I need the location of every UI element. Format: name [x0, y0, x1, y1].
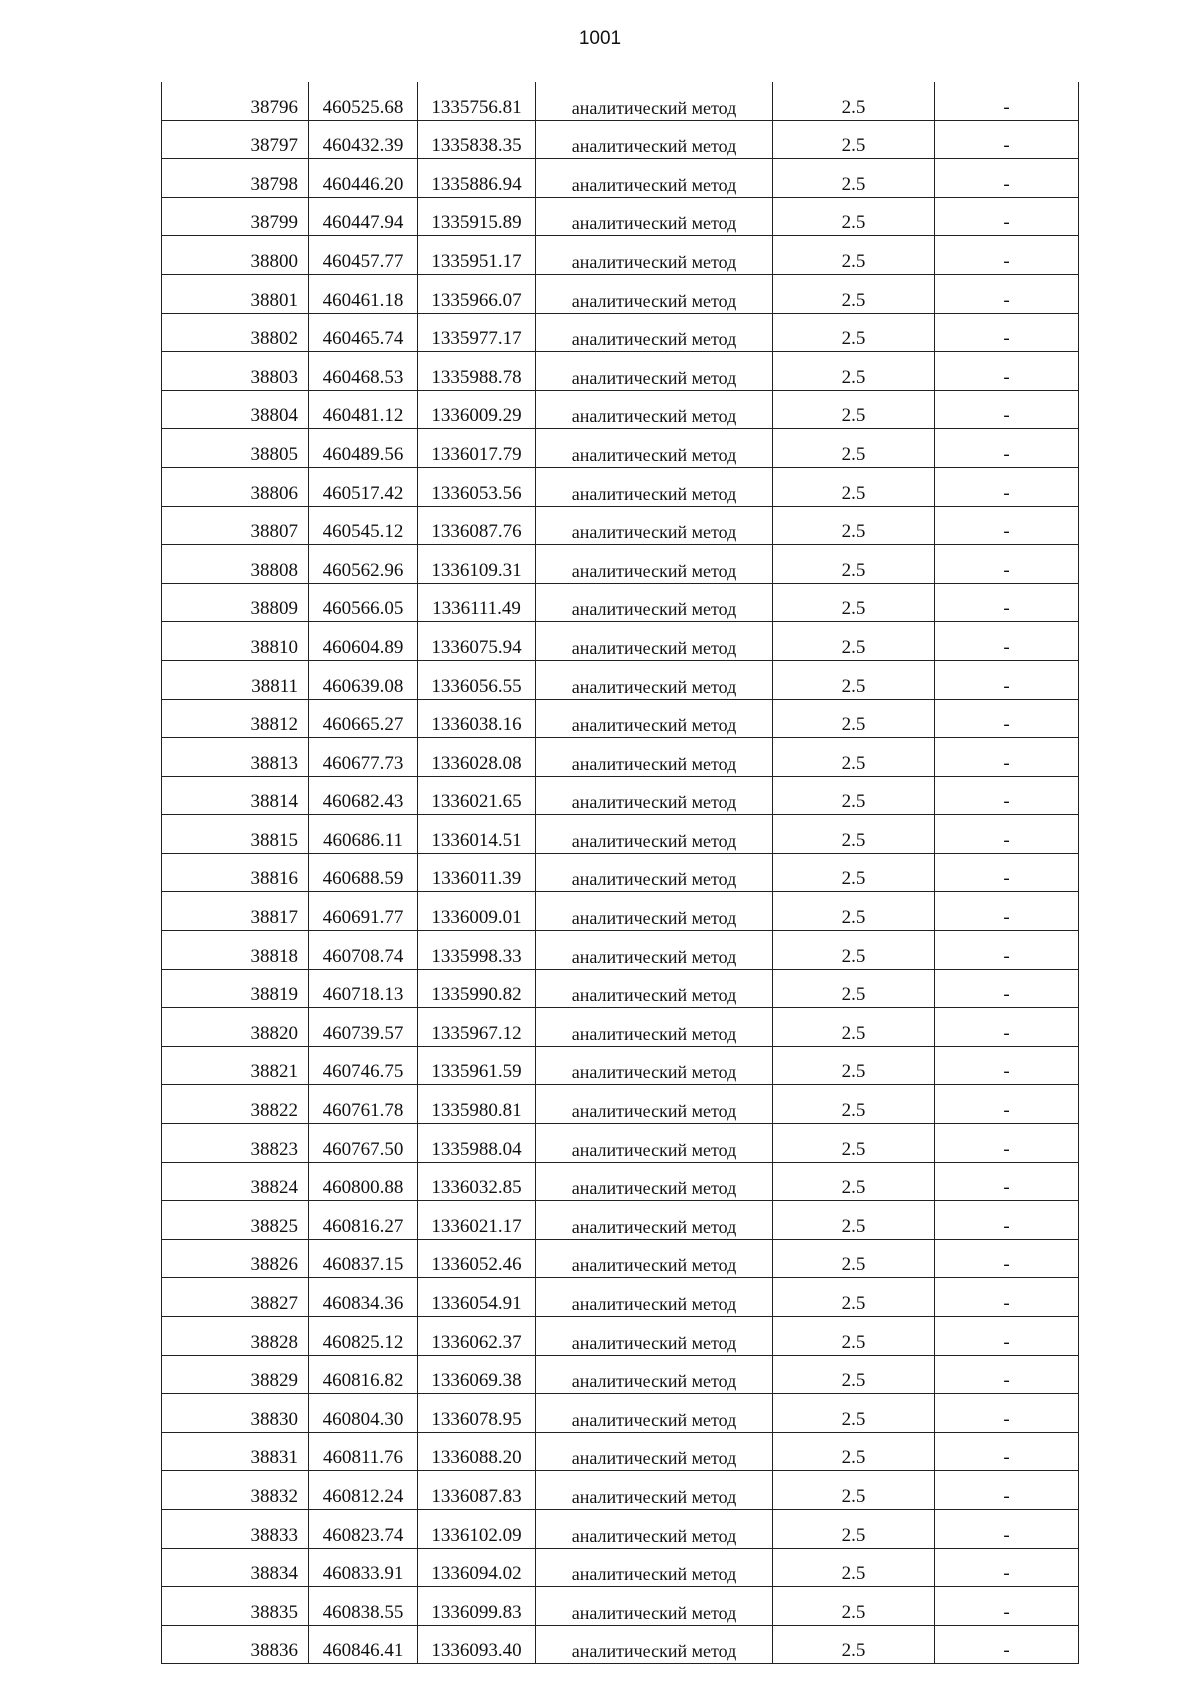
note-cell: -	[935, 931, 1079, 970]
note-cell: -	[935, 815, 1079, 854]
x-coordinate-cell: 460677.73	[309, 738, 418, 777]
method-cell: аналитический метод	[536, 1587, 773, 1626]
note-cell: -	[935, 1394, 1079, 1433]
method-cell: аналитический метод	[536, 1085, 773, 1124]
y-coordinate-cell: 1336017.79	[418, 429, 536, 468]
point-number-cell: 38829	[162, 1355, 309, 1394]
y-coordinate-cell: 1335838.35	[418, 120, 536, 159]
point-number-cell: 38833	[162, 1509, 309, 1548]
accuracy-cell: 2.5	[773, 545, 935, 584]
accuracy-cell: 2.5	[773, 660, 935, 699]
method-cell: аналитический метод	[536, 236, 773, 275]
point-number-cell: 38819	[162, 969, 309, 1008]
accuracy-cell: 2.5	[773, 853, 935, 892]
point-number-cell: 38828	[162, 1317, 309, 1356]
y-coordinate-cell: 1336054.91	[418, 1278, 536, 1317]
y-coordinate-cell: 1336099.83	[418, 1587, 536, 1626]
table-row	[162, 1587, 1079, 1626]
point-number-cell: 38796	[162, 82, 309, 120]
method-cell: аналитический метод	[536, 1471, 773, 1510]
coordinates-table	[161, 82, 1079, 1664]
point-number-cell: 38809	[162, 583, 309, 622]
method-cell: аналитический метод	[536, 1625, 773, 1664]
y-coordinate-cell: 1336009.29	[418, 390, 536, 429]
table-row	[162, 1509, 1079, 1548]
y-coordinate-cell: 1335961.59	[418, 1046, 536, 1085]
accuracy-cell: 2.5	[773, 1548, 935, 1587]
x-coordinate-cell: 460686.11	[309, 815, 418, 854]
y-coordinate-cell: 1336078.95	[418, 1394, 536, 1433]
table-row	[162, 197, 1079, 236]
method-cell: аналитический метод	[536, 429, 773, 468]
table-row	[162, 1278, 1079, 1317]
note-cell: -	[935, 660, 1079, 699]
point-number-cell: 38799	[162, 197, 309, 236]
point-number-cell: 38808	[162, 545, 309, 584]
accuracy-cell: 2.5	[773, 506, 935, 545]
x-coordinate-cell: 460833.91	[309, 1548, 418, 1587]
table-row	[162, 738, 1079, 777]
y-coordinate-cell: 1335998.33	[418, 931, 536, 970]
x-coordinate-cell: 460604.89	[309, 622, 418, 661]
note-cell: -	[935, 1317, 1079, 1356]
accuracy-cell: 2.5	[773, 159, 935, 198]
x-coordinate-cell: 460739.57	[309, 1008, 418, 1047]
accuracy-cell: 2.5	[773, 236, 935, 275]
y-coordinate-cell: 1335988.04	[418, 1124, 536, 1163]
x-coordinate-cell: 460746.75	[309, 1046, 418, 1085]
x-coordinate-cell: 460838.55	[309, 1587, 418, 1626]
x-coordinate-cell: 460562.96	[309, 545, 418, 584]
accuracy-cell: 2.5	[773, 429, 935, 468]
accuracy-cell: 2.5	[773, 1278, 935, 1317]
note-cell: -	[935, 1548, 1079, 1587]
accuracy-cell: 2.5	[773, 1239, 935, 1278]
point-number-cell: 38813	[162, 738, 309, 777]
accuracy-cell: 2.5	[773, 1317, 935, 1356]
point-number-cell: 38823	[162, 1124, 309, 1163]
point-number-cell: 38817	[162, 892, 309, 931]
x-coordinate-cell: 460489.56	[309, 429, 418, 468]
note-cell: -	[935, 1355, 1079, 1394]
accuracy-cell: 2.5	[773, 622, 935, 661]
accuracy-cell: 2.5	[773, 1394, 935, 1433]
note-cell: -	[935, 506, 1079, 545]
x-coordinate-cell: 460566.05	[309, 583, 418, 622]
y-coordinate-cell: 1336111.49	[418, 583, 536, 622]
note-cell: -	[935, 197, 1079, 236]
table-row	[162, 660, 1079, 699]
method-cell: аналитический метод	[536, 738, 773, 777]
method-cell: аналитический метод	[536, 82, 773, 120]
y-coordinate-cell: 1335756.81	[418, 82, 536, 120]
point-number-cell: 38825	[162, 1201, 309, 1240]
table-row	[162, 853, 1079, 892]
table-row	[162, 583, 1079, 622]
note-cell: -	[935, 1278, 1079, 1317]
x-coordinate-cell: 460446.20	[309, 159, 418, 198]
table-row	[162, 120, 1079, 159]
point-number-cell: 38798	[162, 159, 309, 198]
y-coordinate-cell: 1336038.16	[418, 699, 536, 738]
note-cell: -	[935, 738, 1079, 777]
method-cell: аналитический метод	[536, 815, 773, 854]
x-coordinate-cell: 460804.30	[309, 1394, 418, 1433]
x-coordinate-cell: 460761.78	[309, 1085, 418, 1124]
note-cell: -	[935, 390, 1079, 429]
note-cell: -	[935, 892, 1079, 931]
accuracy-cell: 2.5	[773, 390, 935, 429]
method-cell: аналитический метод	[536, 1239, 773, 1278]
x-coordinate-cell: 460834.36	[309, 1278, 418, 1317]
method-cell: аналитический метод	[536, 506, 773, 545]
note-cell: -	[935, 274, 1079, 313]
note-cell: -	[935, 1239, 1079, 1278]
method-cell: аналитический метод	[536, 1008, 773, 1047]
point-number-cell: 38810	[162, 622, 309, 661]
method-cell: аналитический метод	[536, 969, 773, 1008]
method-cell: аналитический метод	[536, 699, 773, 738]
table-row	[162, 1008, 1079, 1047]
page-number: 1001	[578, 28, 622, 49]
x-coordinate-cell: 460816.82	[309, 1355, 418, 1394]
x-coordinate-cell: 460811.76	[309, 1432, 418, 1471]
point-number-cell: 38821	[162, 1046, 309, 1085]
accuracy-cell: 2.5	[773, 815, 935, 854]
x-coordinate-cell: 460461.18	[309, 274, 418, 313]
note-cell: -	[935, 1432, 1079, 1471]
note-cell: -	[935, 313, 1079, 352]
method-cell: аналитический метод	[536, 352, 773, 391]
note-cell: -	[935, 1162, 1079, 1201]
x-coordinate-cell: 460837.15	[309, 1239, 418, 1278]
accuracy-cell: 2.5	[773, 274, 935, 313]
y-coordinate-cell: 1336014.51	[418, 815, 536, 854]
table-row	[162, 1432, 1079, 1471]
y-coordinate-cell: 1336028.08	[418, 738, 536, 777]
x-coordinate-cell: 460708.74	[309, 931, 418, 970]
point-number-cell: 38820	[162, 1008, 309, 1047]
point-number-cell: 38814	[162, 776, 309, 815]
x-coordinate-cell: 460812.24	[309, 1471, 418, 1510]
table-row	[162, 390, 1079, 429]
x-coordinate-cell: 460525.68	[309, 82, 418, 120]
point-number-cell: 38834	[162, 1548, 309, 1587]
table-row	[162, 1239, 1079, 1278]
point-number-cell: 38824	[162, 1162, 309, 1201]
note-cell: -	[935, 1046, 1079, 1085]
method-cell: аналитический метод	[536, 1201, 773, 1240]
table-row	[162, 969, 1079, 1008]
y-coordinate-cell: 1335967.12	[418, 1008, 536, 1047]
point-number-cell: 38827	[162, 1278, 309, 1317]
y-coordinate-cell: 1336062.37	[418, 1317, 536, 1356]
method-cell: аналитический метод	[536, 583, 773, 622]
method-cell: аналитический метод	[536, 776, 773, 815]
method-cell: аналитический метод	[536, 159, 773, 198]
point-number-cell: 38804	[162, 390, 309, 429]
method-cell: аналитический метод	[536, 274, 773, 313]
method-cell: аналитический метод	[536, 1509, 773, 1548]
accuracy-cell: 2.5	[773, 1085, 935, 1124]
accuracy-cell: 2.5	[773, 82, 935, 120]
accuracy-cell: 2.5	[773, 1509, 935, 1548]
point-number-cell: 38835	[162, 1587, 309, 1626]
accuracy-cell: 2.5	[773, 1046, 935, 1085]
table-row	[162, 1317, 1079, 1356]
x-coordinate-cell: 460691.77	[309, 892, 418, 931]
x-coordinate-cell: 460457.77	[309, 236, 418, 275]
table-row	[162, 236, 1079, 275]
method-cell: аналитический метод	[536, 1278, 773, 1317]
accuracy-cell: 2.5	[773, 1008, 935, 1047]
point-number-cell: 38806	[162, 467, 309, 506]
accuracy-cell: 2.5	[773, 931, 935, 970]
note-cell: -	[935, 1587, 1079, 1626]
point-number-cell: 38818	[162, 931, 309, 970]
note-cell: -	[935, 236, 1079, 275]
x-coordinate-cell: 460682.43	[309, 776, 418, 815]
note-cell: -	[935, 545, 1079, 584]
accuracy-cell: 2.5	[773, 352, 935, 391]
table-row	[162, 1548, 1079, 1587]
y-coordinate-cell: 1335966.07	[418, 274, 536, 313]
note-cell: -	[935, 1085, 1079, 1124]
note-cell: -	[935, 1509, 1079, 1548]
table-row	[162, 82, 1079, 120]
method-cell: аналитический метод	[536, 313, 773, 352]
accuracy-cell: 2.5	[773, 583, 935, 622]
x-coordinate-cell: 460517.42	[309, 467, 418, 506]
accuracy-cell: 2.5	[773, 1625, 935, 1664]
accuracy-cell: 2.5	[773, 313, 935, 352]
point-number-cell: 38836	[162, 1625, 309, 1664]
accuracy-cell: 2.5	[773, 467, 935, 506]
x-coordinate-cell: 460688.59	[309, 853, 418, 892]
point-number-cell: 38816	[162, 853, 309, 892]
accuracy-cell: 2.5	[773, 1587, 935, 1626]
x-coordinate-cell: 460465.74	[309, 313, 418, 352]
method-cell: аналитический метод	[536, 390, 773, 429]
y-coordinate-cell: 1336021.65	[418, 776, 536, 815]
point-number-cell: 38805	[162, 429, 309, 468]
table-row	[162, 1162, 1079, 1201]
accuracy-cell: 2.5	[773, 1471, 935, 1510]
x-coordinate-cell: 460665.27	[309, 699, 418, 738]
point-number-cell: 38832	[162, 1471, 309, 1510]
y-coordinate-cell: 1335980.81	[418, 1085, 536, 1124]
y-coordinate-cell: 1336069.38	[418, 1355, 536, 1394]
note-cell: -	[935, 853, 1079, 892]
y-coordinate-cell: 1336075.94	[418, 622, 536, 661]
y-coordinate-cell: 1336109.31	[418, 545, 536, 584]
table-row	[162, 467, 1079, 506]
y-coordinate-cell: 1336053.56	[418, 467, 536, 506]
point-number-cell: 38826	[162, 1239, 309, 1278]
table-row	[162, 776, 1079, 815]
x-coordinate-cell: 460767.50	[309, 1124, 418, 1163]
point-number-cell: 38812	[162, 699, 309, 738]
accuracy-cell: 2.5	[773, 699, 935, 738]
y-coordinate-cell: 1336009.01	[418, 892, 536, 931]
table-row	[162, 352, 1079, 391]
note-cell: -	[935, 1008, 1079, 1047]
method-cell: аналитический метод	[536, 622, 773, 661]
method-cell: аналитический метод	[536, 197, 773, 236]
table-row	[162, 892, 1079, 931]
accuracy-cell: 2.5	[773, 738, 935, 777]
point-number-cell: 38803	[162, 352, 309, 391]
table-row	[162, 159, 1079, 198]
point-number-cell: 38822	[162, 1085, 309, 1124]
y-coordinate-cell: 1336011.39	[418, 853, 536, 892]
y-coordinate-cell: 1336088.20	[418, 1432, 536, 1471]
x-coordinate-cell: 460639.08	[309, 660, 418, 699]
table-row	[162, 1085, 1079, 1124]
y-coordinate-cell: 1336032.85	[418, 1162, 536, 1201]
method-cell: аналитический метод	[536, 1355, 773, 1394]
note-cell: -	[935, 120, 1079, 159]
x-coordinate-cell: 460432.39	[309, 120, 418, 159]
accuracy-cell: 2.5	[773, 1355, 935, 1394]
note-cell: -	[935, 622, 1079, 661]
note-cell: -	[935, 1471, 1079, 1510]
method-cell: аналитический метод	[536, 1394, 773, 1433]
note-cell: -	[935, 429, 1079, 468]
note-cell: -	[935, 776, 1079, 815]
y-coordinate-cell: 1336087.83	[418, 1471, 536, 1510]
table-row	[162, 1625, 1079, 1664]
y-coordinate-cell: 1335988.78	[418, 352, 536, 391]
note-cell: -	[935, 1625, 1079, 1664]
point-number-cell: 38797	[162, 120, 309, 159]
point-number-cell: 38815	[162, 815, 309, 854]
method-cell: аналитический метод	[536, 1046, 773, 1085]
y-coordinate-cell: 1336093.40	[418, 1625, 536, 1664]
point-number-cell: 38830	[162, 1394, 309, 1433]
note-cell: -	[935, 583, 1079, 622]
accuracy-cell: 2.5	[773, 1201, 935, 1240]
table-row	[162, 1394, 1079, 1433]
point-number-cell: 38811	[162, 660, 309, 699]
x-coordinate-cell: 460800.88	[309, 1162, 418, 1201]
x-coordinate-cell: 460447.94	[309, 197, 418, 236]
y-coordinate-cell: 1335990.82	[418, 969, 536, 1008]
y-coordinate-cell: 1336052.46	[418, 1239, 536, 1278]
table-row	[162, 815, 1079, 854]
accuracy-cell: 2.5	[773, 197, 935, 236]
method-cell: аналитический метод	[536, 1548, 773, 1587]
point-number-cell: 38831	[162, 1432, 309, 1471]
note-cell: -	[935, 467, 1079, 506]
x-coordinate-cell: 460825.12	[309, 1317, 418, 1356]
y-coordinate-cell: 1335951.17	[418, 236, 536, 275]
accuracy-cell: 2.5	[773, 1432, 935, 1471]
method-cell: аналитический метод	[536, 853, 773, 892]
note-cell: -	[935, 1124, 1079, 1163]
accuracy-cell: 2.5	[773, 1124, 935, 1163]
method-cell: аналитический метод	[536, 545, 773, 584]
table-row	[162, 1471, 1079, 1510]
table-row	[162, 313, 1079, 352]
y-coordinate-cell: 1335886.94	[418, 159, 536, 198]
method-cell: аналитический метод	[536, 467, 773, 506]
method-cell: аналитический метод	[536, 120, 773, 159]
table-row	[162, 1355, 1079, 1394]
point-number-cell: 38802	[162, 313, 309, 352]
method-cell: аналитический метод	[536, 931, 773, 970]
method-cell: аналитический метод	[536, 1432, 773, 1471]
x-coordinate-cell: 460545.12	[309, 506, 418, 545]
method-cell: аналитический метод	[536, 1317, 773, 1356]
table-row	[162, 506, 1079, 545]
table-row	[162, 931, 1079, 970]
accuracy-cell: 2.5	[773, 969, 935, 1008]
note-cell: -	[935, 82, 1079, 120]
x-coordinate-cell: 460718.13	[309, 969, 418, 1008]
table-row	[162, 699, 1079, 738]
accuracy-cell: 2.5	[773, 892, 935, 931]
note-cell: -	[935, 699, 1079, 738]
table-row	[162, 1201, 1079, 1240]
note-cell: -	[935, 159, 1079, 198]
y-coordinate-cell: 1336021.17	[418, 1201, 536, 1240]
x-coordinate-cell: 460846.41	[309, 1625, 418, 1664]
point-number-cell: 38800	[162, 236, 309, 275]
x-coordinate-cell: 460481.12	[309, 390, 418, 429]
x-coordinate-cell: 460823.74	[309, 1509, 418, 1548]
y-coordinate-cell: 1336094.02	[418, 1548, 536, 1587]
table-row	[162, 545, 1079, 584]
y-coordinate-cell: 1336087.76	[418, 506, 536, 545]
table-row	[162, 429, 1079, 468]
accuracy-cell: 2.5	[773, 1162, 935, 1201]
x-coordinate-cell: 460816.27	[309, 1201, 418, 1240]
note-cell: -	[935, 969, 1079, 1008]
point-number-cell: 38801	[162, 274, 309, 313]
method-cell: аналитический метод	[536, 1124, 773, 1163]
y-coordinate-cell: 1336056.55	[418, 660, 536, 699]
table-row	[162, 274, 1079, 313]
table-row	[162, 1124, 1079, 1163]
table-row	[162, 622, 1079, 661]
note-cell: -	[935, 1201, 1079, 1240]
x-coordinate-cell: 460468.53	[309, 352, 418, 391]
method-cell: аналитический метод	[536, 892, 773, 931]
note-cell: -	[935, 352, 1079, 391]
y-coordinate-cell: 1335977.17	[418, 313, 536, 352]
accuracy-cell: 2.5	[773, 120, 935, 159]
method-cell: аналитический метод	[536, 660, 773, 699]
method-cell: аналитический метод	[536, 1162, 773, 1201]
table-body	[162, 82, 1079, 1664]
y-coordinate-cell: 1336102.09	[418, 1509, 536, 1548]
y-coordinate-cell: 1335915.89	[418, 197, 536, 236]
accuracy-cell: 2.5	[773, 776, 935, 815]
point-number-cell: 38807	[162, 506, 309, 545]
table-row	[162, 1046, 1079, 1085]
